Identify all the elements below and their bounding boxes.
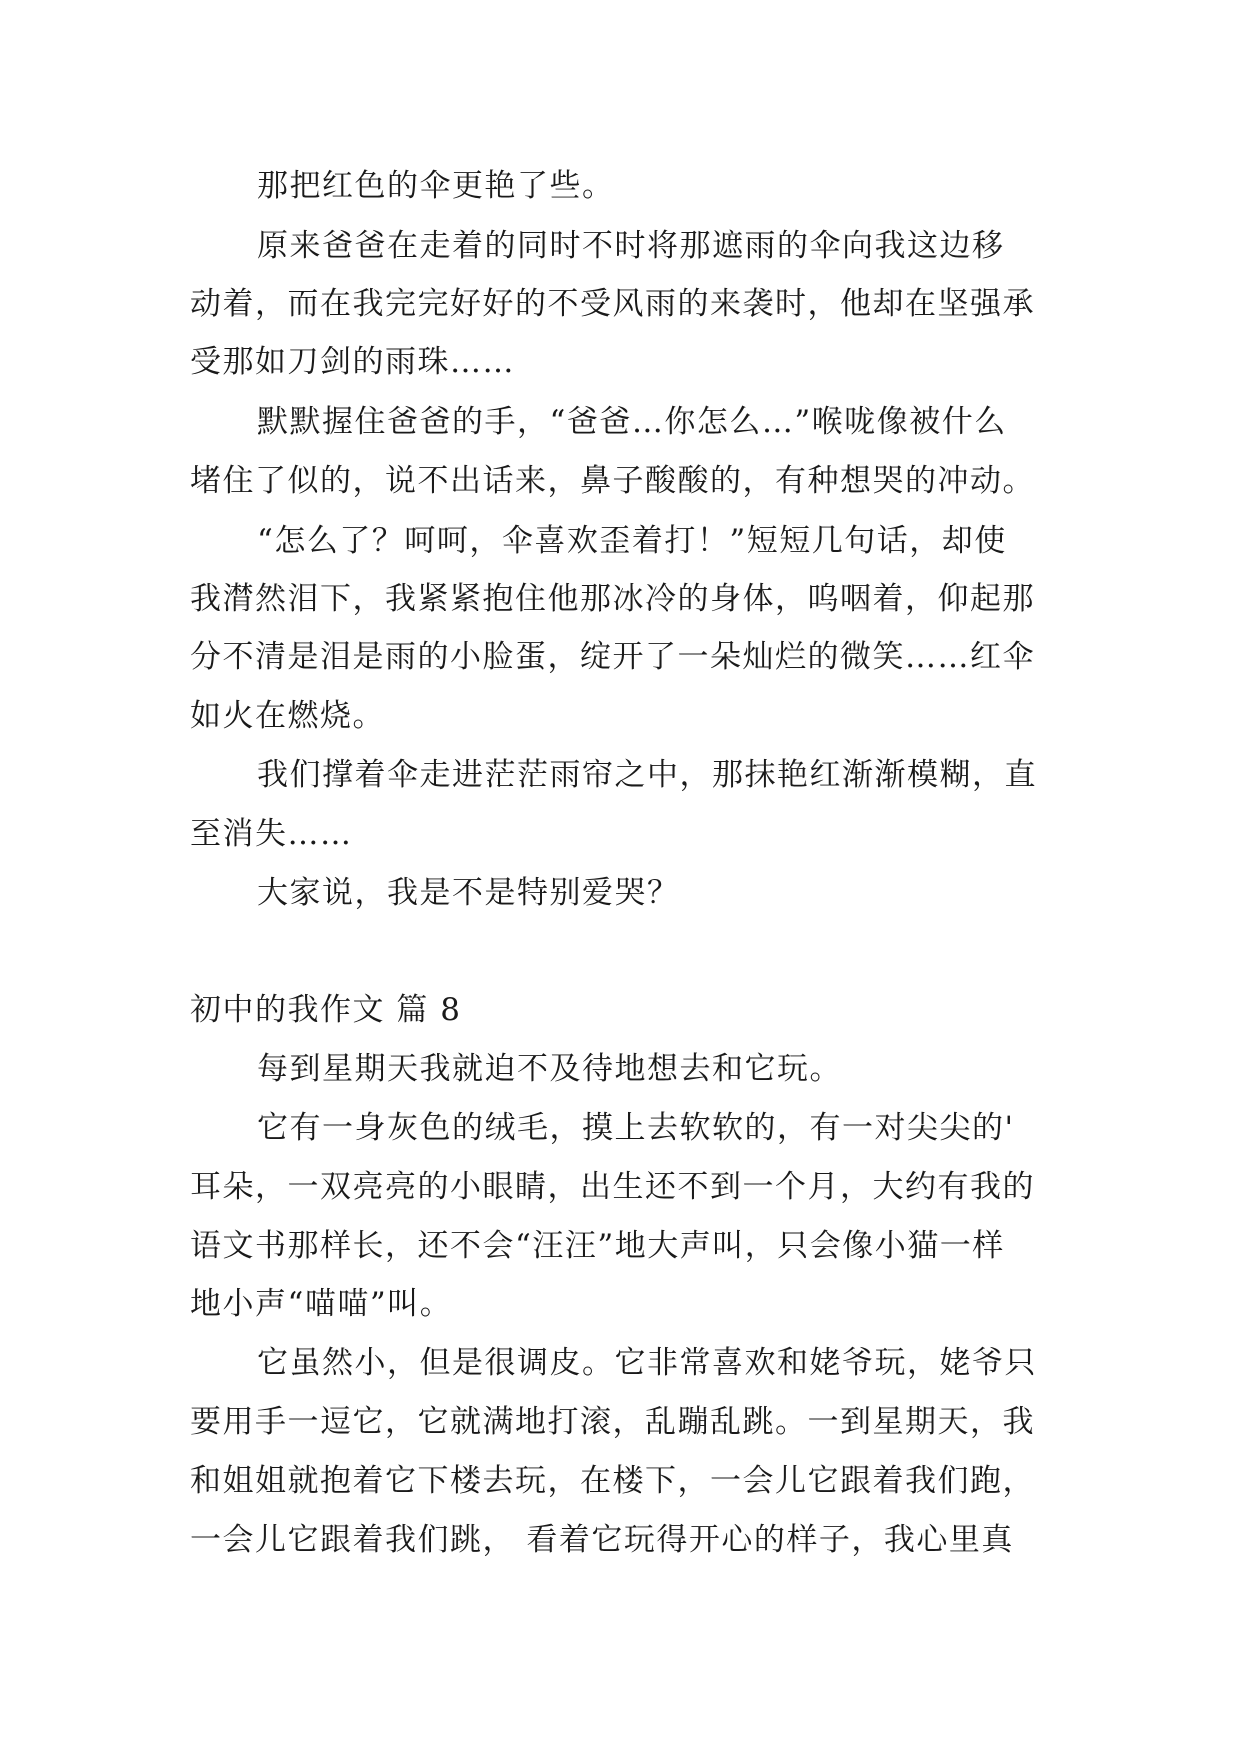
paragraph-line: 至消失…… xyxy=(190,816,353,852)
section-heading: 初中的我作文 篇 8 xyxy=(190,992,462,1028)
paragraph-line: 动着，而在我完完好好的不受风雨的来袭时，他却在坚强承 xyxy=(190,286,1035,322)
paragraph-line: 默默握住爸爸的手，“爸爸…你怎么…”喉咙像被什么 xyxy=(257,404,1007,440)
paragraph-line: “怎么了？呵呵，伞喜欢歪着打！”短短几句话，却使 xyxy=(257,523,1007,559)
paragraph-line: 要用手一逗它，它就满地打滚，乱蹦乱跳。一到星期天，我 xyxy=(190,1404,1035,1440)
paragraph-line: 如火在燃烧。 xyxy=(190,698,385,734)
paragraph-line: 我潸然泪下，我紧紧抱住他那冰冷的身体，呜咽着，仰起那 xyxy=(190,581,1035,617)
paragraph-line: 每到星期天我就迫不及待地想去和它玩。 xyxy=(257,1051,842,1087)
paragraph-line: 堵住了似的，说不出话来，鼻子酸酸的，有种想哭的冲动。 xyxy=(190,463,1035,499)
paragraph-line: 那把红色的伞更艳了些。 xyxy=(257,168,615,204)
paragraph-line: 和姐姐就抱着它下楼去玩，在楼下，一会儿它跟着我们跑， xyxy=(190,1463,1035,1499)
paragraph-line: 耳朵，一双亮亮的小眼睛，出生还不到一个月，大约有我的 xyxy=(190,1169,1035,1205)
paragraph-line: 地小声“喵喵”叫。 xyxy=(190,1286,453,1322)
paragraph-line: 语文书那样长，还不会“汪汪”地大声叫，只会像小猫一样 xyxy=(190,1228,1005,1264)
paragraph-line: 它有一身灰色的绒毛，摸上去软软的，有一对尖尖的' xyxy=(257,1110,1015,1146)
paragraph-line: 大家说，我是不是特别爱哭？ xyxy=(257,875,680,911)
paragraph-line: 我们撑着伞走进茫茫雨帘之中，那抹艳红渐渐模糊，直 xyxy=(257,757,1037,793)
paragraph-line: 它虽然小，但是很调皮。它非常喜欢和姥爷玩，姥爷只 xyxy=(257,1345,1037,1381)
paragraph-line: 一会儿它跟着我们跳， 看着它玩得开心的样子，我心里真 xyxy=(190,1522,1014,1558)
paragraph-line: 受那如刀剑的雨珠…… xyxy=(190,344,515,380)
paragraph-line: 分不清是泪是雨的小脸蛋，绽开了一朵灿烂的微笑……红伞 xyxy=(190,639,1035,675)
paragraph-line: 原来爸爸在走着的同时不时将那遮雨的伞向我这边移 xyxy=(257,228,1005,264)
